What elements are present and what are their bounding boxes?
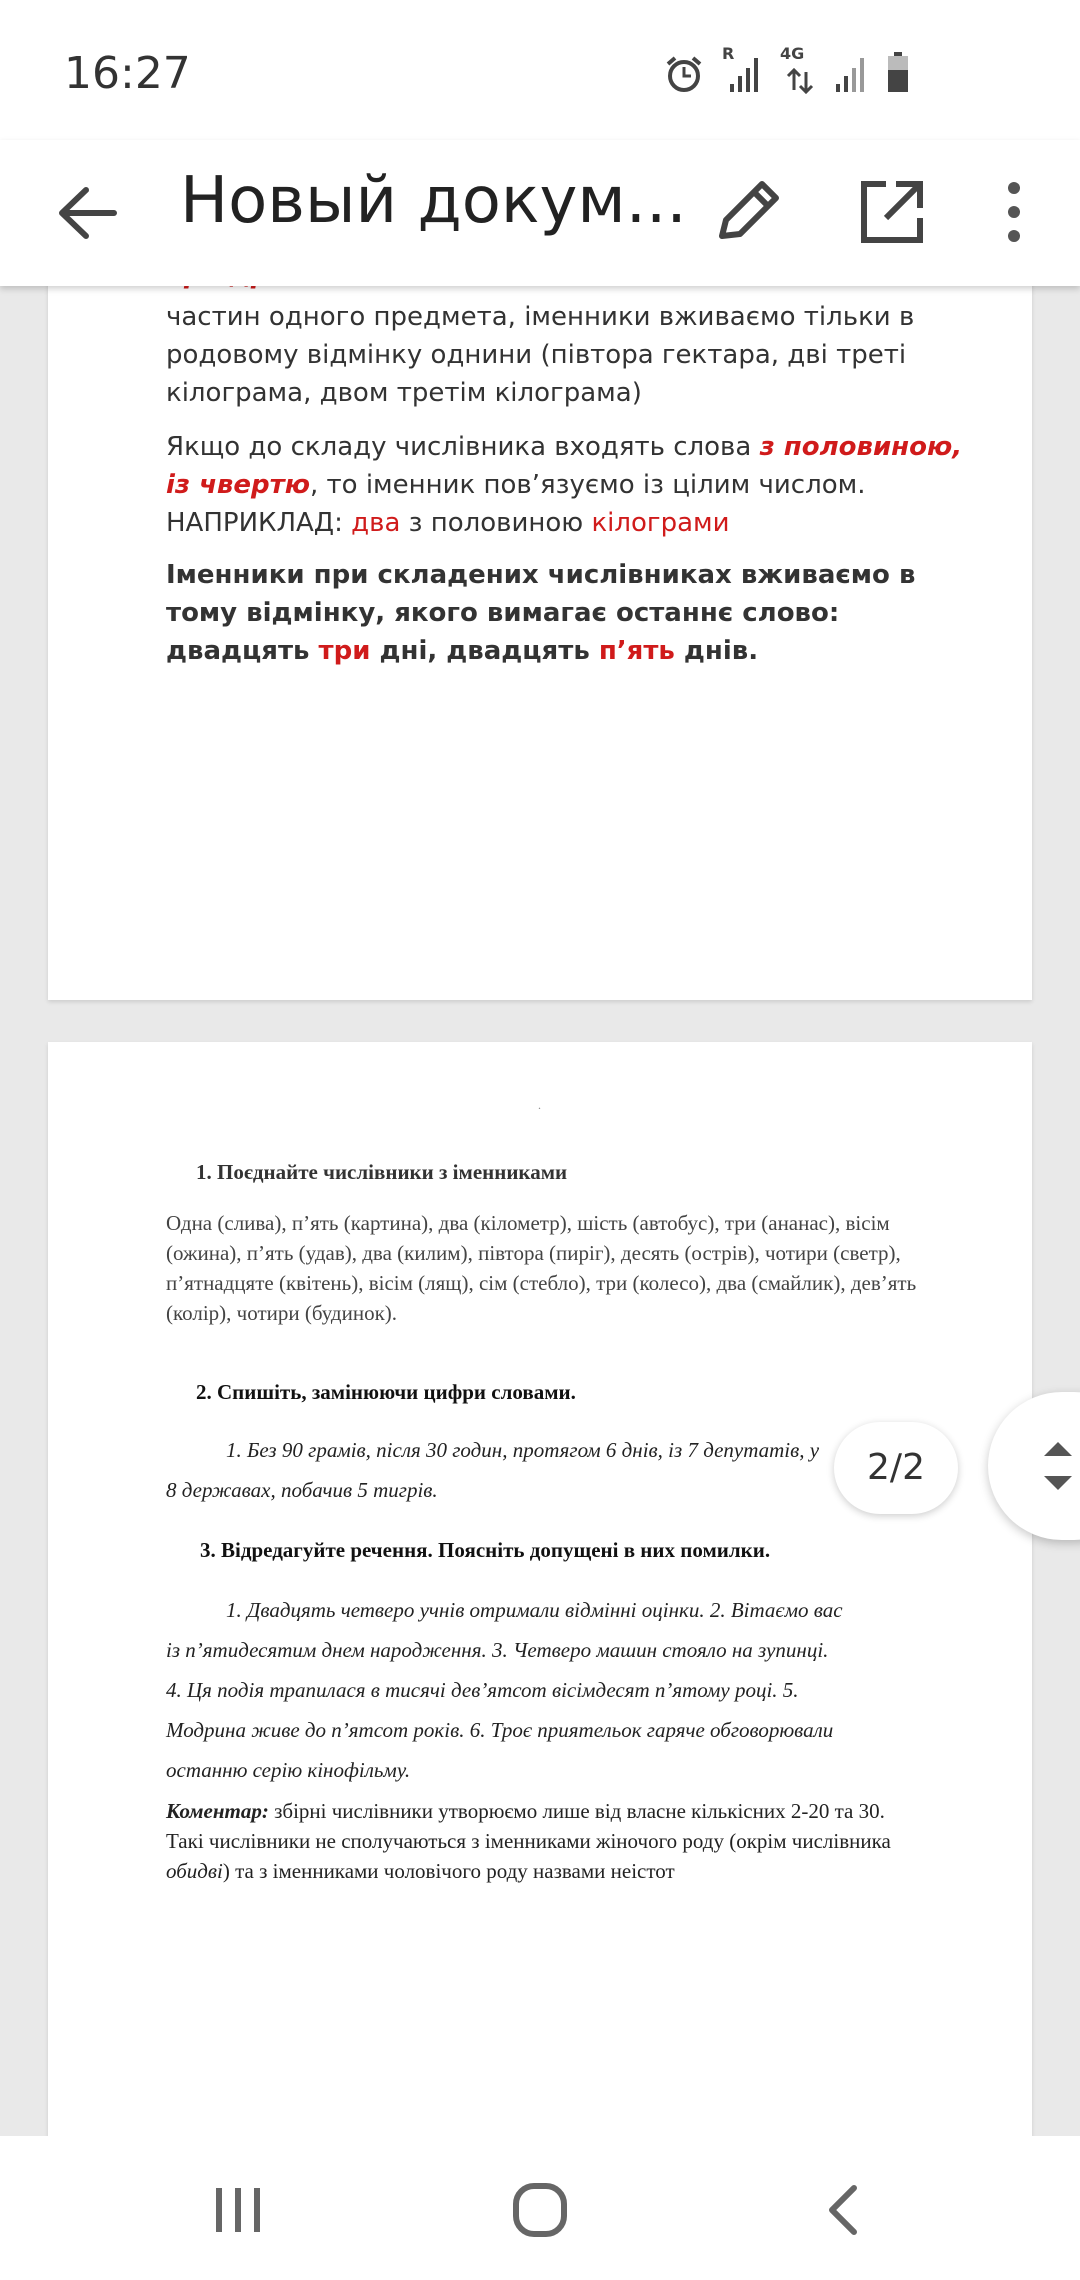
p3-red-1: три bbox=[318, 636, 371, 666]
status-icons bbox=[664, 44, 910, 94]
edit-pencil-icon[interactable] bbox=[708, 172, 788, 252]
comment-italic-word: обидві bbox=[166, 1859, 223, 1883]
exercise-3-line-5: останню серію кінофільму. bbox=[166, 1758, 411, 1782]
roaming-label: R bbox=[722, 44, 735, 63]
exercise-3-line-3: 4. Ця подія трапилася в тисячі дев’ятсот вісімдесят п’ятому році. 5. bbox=[166, 1678, 799, 1702]
exercise-3-heading: 3. Відредагуйте речення. Поясніть допущені в них помилки. bbox=[200, 1538, 771, 1562]
page-counter: 2/2 bbox=[834, 1422, 958, 1514]
exercise-2-heading: 2. Спишіть, замінюючи цифри словами. bbox=[196, 1380, 576, 1404]
p2-text-c: з половиною bbox=[400, 508, 592, 538]
p2-text-a: Якщо до складу числівника входять слова bbox=[166, 432, 760, 462]
recents-icon[interactable] bbox=[208, 2180, 268, 2240]
page1-paragraph-3 bbox=[166, 556, 966, 670]
p2-text-b: , то іменник пов’язуємо із цілим числом. НАПРИКЛАД: bbox=[166, 470, 866, 538]
app-bar bbox=[0, 140, 1080, 286]
home-icon[interactable] bbox=[510, 2180, 570, 2240]
page1-paragraph-1: частин одного предмета, іменники вживаємо тільки в родовому відмінку однини (півтора гектара, дві треті кілограма, двом третім кілограма) bbox=[166, 302, 915, 408]
exercise-3-line-4: Модрина живе до п’ятсот років. 6. Троє приятельок гаряче обговорювали bbox=[166, 1718, 834, 1742]
comment-paragraph bbox=[166, 1796, 926, 1886]
document-page-2 bbox=[48, 1042, 1032, 2142]
p3-text-c: днів. bbox=[674, 636, 759, 666]
more-vert-icon[interactable] bbox=[984, 172, 1044, 252]
back-arrow-icon[interactable] bbox=[52, 178, 122, 248]
status-bar bbox=[0, 0, 1080, 140]
4g-label: 4G bbox=[780, 44, 805, 63]
exercise-3-line-1: 1. Двадцять четверо учнів отримали відмінні оцінки. 2. Вітаємо вас bbox=[226, 1598, 843, 1622]
exercise-1-text: Одна (слива), п’ять (картина), два (кілометр), шість (автобус), три (ананас), вісім (ожина), п’ять (удав), два (килим), півтора (пиріг), десять (острів), чотири (светр), п’ятнадцяте (квітень), вісім (лящ), сім (стебло), три (колесо), два (смайлик), дев’ять (колір), чотири (будинок). bbox=[166, 1211, 917, 1325]
signal-r-icon bbox=[722, 44, 762, 94]
p2-red-unit: кілограми bbox=[591, 508, 730, 538]
p2-red-emphasis: з половиною, із чвертю bbox=[166, 432, 963, 500]
page1-paragraph-2 bbox=[166, 428, 966, 542]
open-external-icon[interactable] bbox=[852, 172, 932, 252]
scroll-up-down-icon bbox=[1038, 1436, 1078, 1496]
comment-text-b: ) та з іменниками чоловічого роду назвами неістот bbox=[222, 1859, 675, 1883]
battery-icon bbox=[886, 50, 910, 94]
exercise-3-line-2: із п’ятидесятим днем народження. 3. Четверо машин стояло на зупинці. bbox=[166, 1638, 829, 1662]
exercise-1-heading: 1. Поєднайте числівники з іменниками bbox=[196, 1160, 568, 1184]
p3-red-2: п’ять bbox=[598, 636, 675, 666]
4g-icon bbox=[780, 44, 814, 94]
p3-text-a: Іменники при складених числівниках вживаємо в тому відмінку, якого вимагає останнє слово: двадцять bbox=[166, 560, 916, 666]
document-page-1 bbox=[48, 270, 1032, 1000]
p2-red-word: два bbox=[351, 508, 401, 538]
document-title: Новый докум... bbox=[180, 164, 687, 238]
comment-text-a: збірні числівники утворюємо лише від власне кількісних 2-20 та 30. Такі числівники не сполучаються з іменниками жіночого роду (окрім числівника bbox=[166, 1799, 891, 1853]
comment-label: Коментар: bbox=[166, 1799, 269, 1823]
exercise-2-line-2: 8 державах, побачив 5 тигрів. bbox=[166, 1478, 438, 1502]
alarm-icon bbox=[664, 54, 704, 94]
status-time: 16:27 bbox=[64, 48, 191, 99]
p3-text-b: дні, двадцять bbox=[370, 636, 599, 666]
exercise-2-line-1: 1. Без 90 грамів, після 30 годин, протягом 6 днів, із 7 депутатів, у bbox=[226, 1438, 820, 1462]
back-nav-icon[interactable] bbox=[814, 2180, 874, 2240]
page-dot: . bbox=[538, 1098, 541, 1112]
system-nav-bar bbox=[0, 2136, 1080, 2280]
signal-icon bbox=[832, 50, 868, 94]
